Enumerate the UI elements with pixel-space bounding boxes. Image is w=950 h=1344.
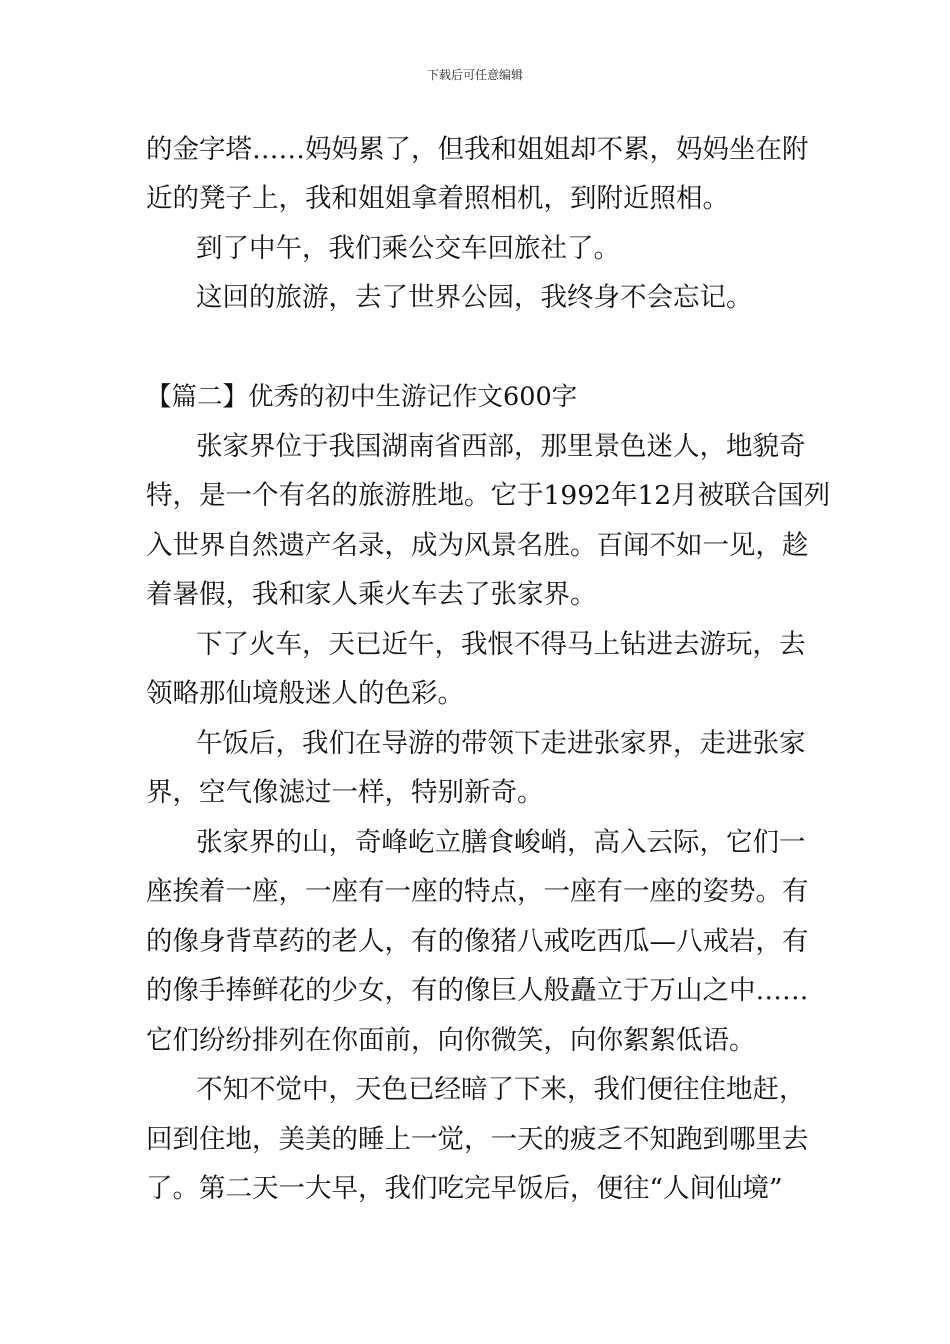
paragraph-line: 特，是一个有名的旅游胜地。它于1992年12月被联合国列 [146, 480, 831, 511]
paragraph-line: 的像手捧鲜花的少女，有的像巨人般矗立于万山之中…… [146, 975, 809, 1006]
paragraph-line: 午饭后，我们在导游的带领下走进张家界，走进张家 [196, 728, 806, 759]
paragraph-line: 张家界的山，奇峰屹立膳食峻峭，高入云际，它们一 [196, 827, 806, 858]
paragraph-line: 的金字塔……妈妈累了，但我和姐姐却不累，妈妈坐在附 [146, 134, 809, 165]
paragraph-line: 的像身背草药的老人，有的像猪八戒吃西瓜—八戒岩，有 [146, 926, 809, 957]
paragraph-line: 到了中午，我们乘公交车回旅社了。 [196, 233, 620, 264]
paragraph-line: 它们纷纷排列在你面前，向你微笑，向你絮絮低语。 [146, 1025, 756, 1056]
paragraph-line: 入世界自然遗产名录，成为风景名胜。百闻不如一见，趁 [146, 530, 809, 561]
paragraph-line: 张家界位于我国湖南省西部，那里景色迷人，地貌奇 [196, 431, 806, 462]
paragraph-line: 下了火车，天已近午，我恨不得马上钻进去游玩，去 [196, 629, 806, 660]
paragraph-line: 了。第二天一大早，我们吃完早饭后，便往“人间仙境” [146, 1173, 783, 1204]
paragraph-line: 这回的旅游，去了世界公园，我终身不会忘记。 [196, 282, 753, 313]
paragraph-line: 领略那仙境般迷人的色彩。 [146, 678, 464, 709]
paragraph-line: 座挨着一座，一座有一座的特点，一座有一座的姿势。有 [146, 876, 809, 907]
section-heading: 【篇二】优秀的初中生游记作文600字 [146, 382, 578, 412]
paragraph-line: 回到住地，美美的睡上一觉，一天的疲乏不知跑到哪里去 [146, 1124, 809, 1155]
paragraph-line: 界，空气像滤过一样，特别新奇。 [146, 777, 544, 808]
paragraph-line: 着暑假，我和家人乘火车去了张家界。 [146, 579, 597, 610]
paragraph-line: 近的凳子上，我和姐姐拿着照相机，到附近照相。 [146, 183, 729, 214]
page-header: 下载后可任意编辑 [426, 68, 523, 82]
paragraph-line: 不知不觉中，天色已经暗了下来，我们便往住地赶， [196, 1074, 806, 1105]
